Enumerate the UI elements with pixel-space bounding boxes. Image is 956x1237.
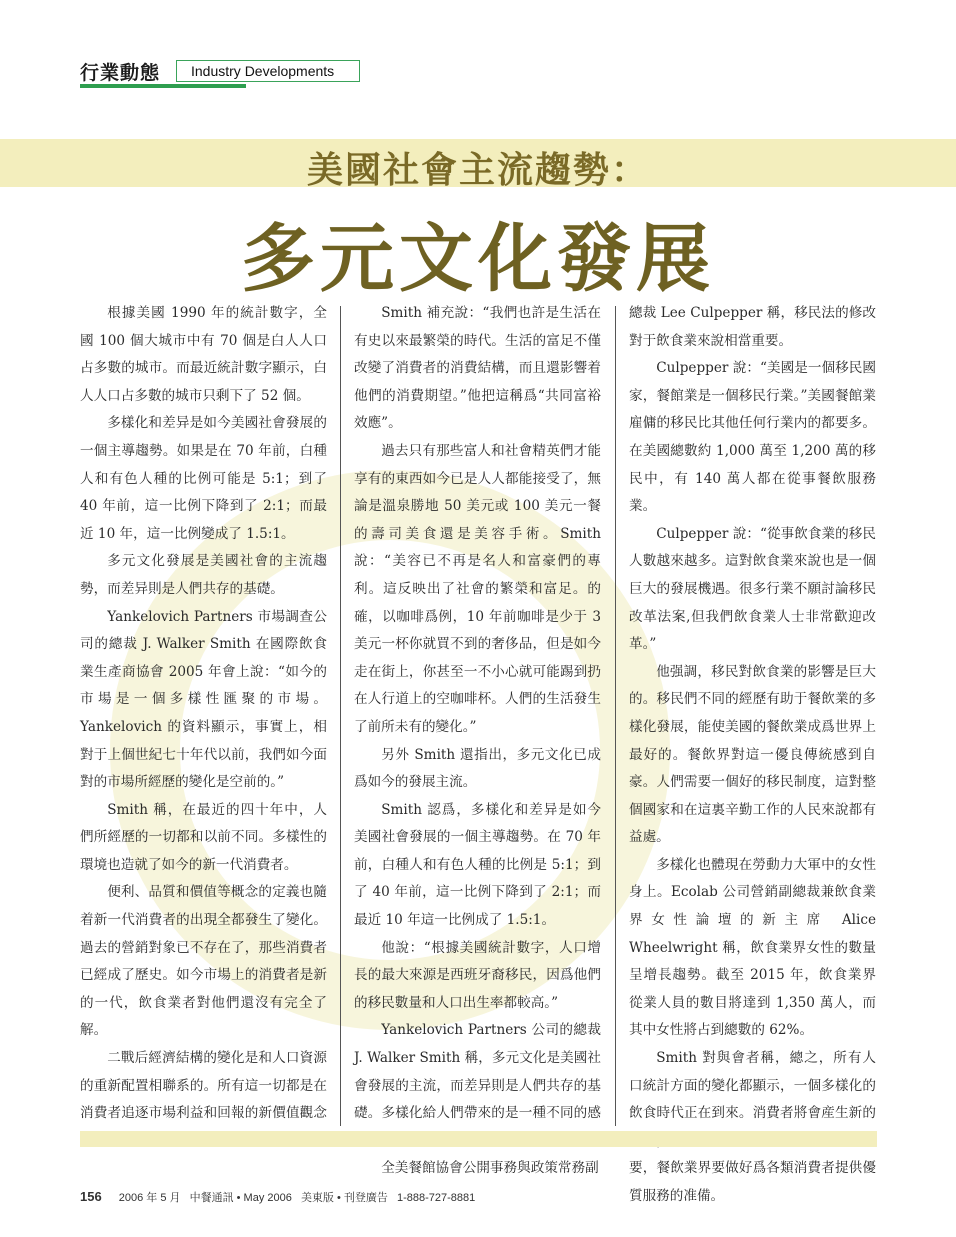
headline-line2: 多元文化發展 (241, 216, 715, 302)
paragraph: 他說：“根據美國統計數字，人口增長的最大來源是西班牙裔移民，因爲他們的移民數量和人口出生率都較高。” (354, 939, 601, 1011)
paragraph: 過去只有那些富人和社會精英們才能享有的東西如今已是人人都能接受了，無論是溫泉勝地 50 美元或 100 美元一餐的壽司美食還是美容手術。Smith 說：“美容已不再是名人和富豪們的專利。這反映出了社會的繁榮和富足。的確，以咖啡爲例，10 年前咖啡是少于 3 美元一杯你就買不到的奢侈品，但是如今走在街上，你甚至一不小心就可能踢到扔在人行道上的空咖啡杯。人們的生活發生了前所未有的變化。” (354, 442, 601, 735)
page-footer (80, 1189, 481, 1205)
section-underline (80, 84, 246, 88)
paragraph: 根據美國 1990 年的統計數字，全國 100 個大城市中有 70 個是白人人口占多數的城市。而最近統計數字顯示，白人人口占多數的城市只剩下了 52 個。 (80, 305, 327, 404)
paragraph: 他强調，移民對飲食業的影響是巨大的。移民們不同的經歷有助于餐飲業的多樣化發展，能使美國的餐飲業成爲世界上最好的。餐飲界對這一優良傳統感到自豪。人們需要一個好的移民制度，這對整個國家和在這裏辛勤工作的人民來說都有益處。 (629, 663, 876, 846)
article-column-2 (354, 300, 601, 1183)
article-column-3 (629, 300, 876, 1211)
article-column-1 (80, 300, 327, 1155)
section-header (80, 58, 380, 90)
headline-line1: 美國社會主流趨勢： (306, 150, 649, 191)
paragraph: 另外 Smith 還指出，多元文化已成爲如今的發展主流。 (354, 746, 601, 791)
footer-publication: 中餐通訊 • May 2006 (189, 1192, 292, 1204)
paragraph: Culpepper 說：“美國是一個移民國家，餐館業是一個移民行業。”美國餐館業雇傭的移民比其他任何行業内的都要多。在美國總數約 1,000 萬至 1,200 萬的移民中，有 140 萬人都在從事餐飲服務業。 (629, 360, 876, 515)
paragraph: 多樣化也體現在勞動力大軍中的女性身上。Ecolab 公司營銷副總裁兼飲食業界女性論壇的新主席 Alice Wheelwright 稱，飲食業界女性的數量呈增長趨勢。截至 2015 年，飲食業界從業人員的數目將達到 1,350 萬人，而其中女性將占到總數的 62%。 (629, 856, 876, 1039)
paragraph: 全美餐館協會公開事務與政策常務副 (381, 1160, 599, 1177)
section-title-zh: 行業動態 (80, 62, 161, 84)
footer-date: 2006 年 5 月 (118, 1192, 181, 1204)
footer-edition: 美東版 • 刊登廣告 (300, 1192, 388, 1204)
paragraph: Culpepper 說：“從事飲食業的移民人數越來越多。這對飲食業來說也是一個巨大的發展機遇。很多行業不願討論移民改革法案,但我們飲食業人士非常歡迎改革。” (629, 525, 876, 653)
paragraph: 便利、品質和價值等概念的定義也隨着新一代消費者的出現全都發生了變化。過去的營銷對象已不存在了，那些消費者已經成了歷史。如今市場上的消費者是新的一代，飲食業者對他們還沒有完全了解。 (80, 884, 327, 1039)
page-number: 156 (80, 1189, 102, 1204)
column-divider-1 (340, 306, 341, 1126)
paragraph: 多樣化和差异是如今美國社會發展的一個主導趨勢。如果是在 70 年前，白種人和有色人種的比例可能是 5:1；到了 40 年前，這一比例下降到了 2:1；而最近 10 年，這一比例變成了 1.5:1。 (80, 415, 327, 542)
paragraph: Yankelovich Partners 公司的總裁 J. Walker Smith 稱，多元文化是美國社會發展的主流，而差异則是人們共存的基礎。多樣化給人們帶來的是一種不同的感 (354, 1022, 601, 1122)
paragraph: Smith 稱，在最近的四十年中，人們所經歷的一切都和以前不同。多樣性的環境也造就了如今的新一代消費者。 (80, 801, 327, 873)
bottom-band (80, 1131, 877, 1147)
paragraph: Smith 補充說：“我們也許是生活在有史以來最繁榮的時代。生活的富足不僅改變了消費者的消費結構，而且還影響着他們的消費期望。”他把這稱爲“共同富裕效應”。 (354, 305, 601, 432)
paragraph: Smith 對與會者稱，總之，所有人口統計方面的變化都顯示，一個多樣化的飲食時代正在到來。消費者將會産生新的 要，餐飲業界要做好爲各類消費者提供優質服務的准備。 (629, 1050, 876, 1204)
paragraph: Yankelovich Partners 市場調查公司的總裁 J. Walker Smith 在國際飲食業生產商協會 2005 年會上說：“如今的市場是一個多樣性匯聚的市場。Yankelovich 的資料顯示，事實上，相對于上個世紀七十年代以前，我們如今面對的市場所經歷的變化是空前的。” (80, 608, 327, 791)
footer-phone: 1-888-727-8881 (396, 1192, 476, 1204)
column-divider-2 (615, 306, 616, 1126)
section-title-en: Industry Developments (176, 60, 360, 82)
paragraph: 多元文化發展是美國社會的主流趨勢，而差异則是人們共存的基礎。 (80, 553, 327, 597)
paragraph: Smith 認爲，多樣化和差异是如今美國社會發展的一個主導趨勢。在 70 年前，白種人和有色人種的比例是 5:1；到了 40 年前，這一比例下降到了 2:1；而最近 10 年這一比例成了 1.5:1。 (354, 801, 601, 929)
paragraph: 二戰后經濟結構的變化是和人口資源的重新配置相聯系的。所有這一切都是在消費者追逐市場利益和回報的新價值觀念 (80, 1050, 327, 1122)
paragraph: 總裁 Lee Culpepper 稱，移民法的修改對于飲食業來說相當重要。 (629, 305, 876, 349)
